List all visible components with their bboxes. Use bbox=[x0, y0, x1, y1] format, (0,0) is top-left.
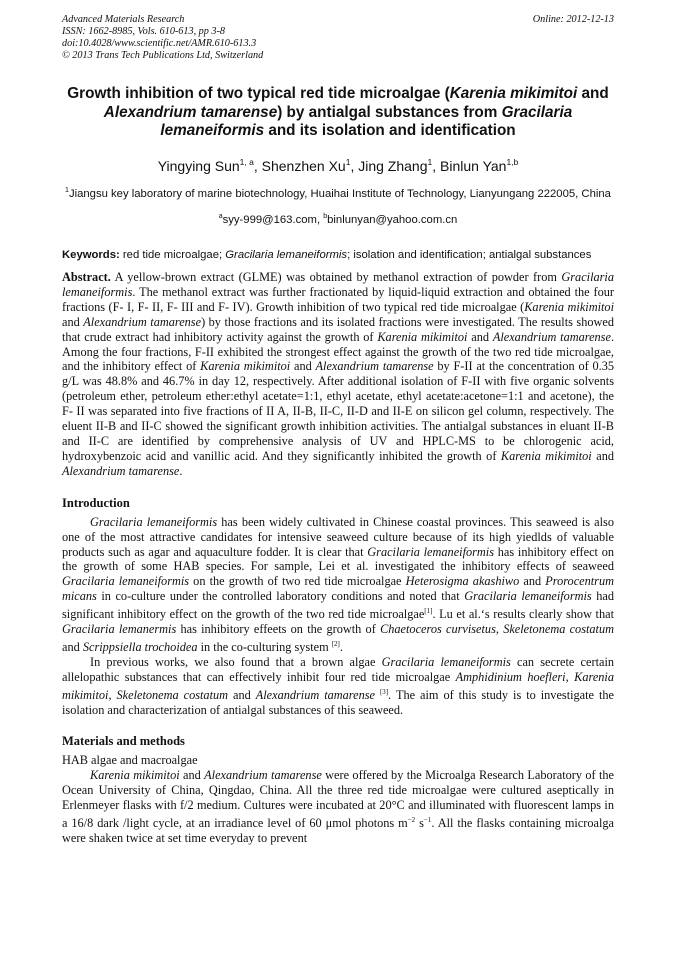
affiliation-text: Jiangsu key laboratory of marine biotechnology, Huaihai Institute of Technology, Lianyungang 222005, China bbox=[68, 187, 611, 200]
abstract-species: Karenia mikimitoi bbox=[200, 359, 291, 374]
affiliation bbox=[62, 184, 614, 201]
author-name: Binlun Yan bbox=[440, 157, 507, 174]
title-species: Alexandrium tamarense bbox=[103, 103, 278, 121]
paragraph-text: and bbox=[228, 687, 256, 702]
introduction-paragraph-1 bbox=[62, 515, 614, 655]
species-name: Gracilaria lemaneiformis bbox=[90, 514, 218, 529]
methods-paragraph-1 bbox=[62, 768, 614, 846]
paper-title bbox=[62, 85, 614, 141]
paragraph-text: had significant inhibitory effect on the growth of the two red tide microalgae bbox=[62, 589, 614, 622]
abstract-species: Karenia mikimitoi bbox=[524, 299, 614, 314]
citation-ref[interactable]: [1] bbox=[424, 607, 433, 616]
species-name: Chaetoceros curvisetus bbox=[380, 622, 496, 637]
abstract-label: Abstract. bbox=[62, 270, 111, 284]
title-text: and bbox=[577, 85, 609, 102]
abstract-species: Karenia mikimitoi bbox=[377, 329, 468, 344]
author-affiliation-mark: 1, a bbox=[239, 156, 254, 167]
paragraph-text: has inhibitory effect on the growth of some HAB species. For sample, Lei et al. investigated the inhibitory effects of seaweed bbox=[62, 544, 615, 574]
abstract-species: Alexandrium tamarense bbox=[492, 329, 611, 344]
species-name: Alexandrium tamarense bbox=[204, 768, 322, 783]
author-affiliation-mark: 1 bbox=[345, 156, 351, 167]
title-text: Growth inhibition of two typical red tide microalgae ( bbox=[67, 85, 450, 102]
email-a[interactable]: syy-999@163.com, bbox=[222, 213, 324, 226]
abstract-species: Karenia mikimitoi bbox=[500, 448, 592, 463]
abstract bbox=[62, 270, 614, 479]
species-name: Amphidinium hoefleri bbox=[455, 669, 566, 684]
author-name: Shenzhen Xu bbox=[261, 157, 346, 174]
species-name: Gracilaria lemaneiformis bbox=[381, 654, 511, 669]
paragraph-text: on the growth of two red tide microalgae bbox=[189, 574, 406, 589]
paragraph-text: were offered by the Microalga Research Laboratory of the Ocean University of China, Qingdao, China. All the three red tide microalgae were cultured aseptically in Erlenmeyer flasks with f/2 medium. Cultures were incubated at 20°C and illuminated with fluorescent lamps in a 16/8 dark /light cycle, at an irradiance level of 60 μmol photons m bbox=[62, 768, 615, 831]
author-list: Yingying Sun$^{1, a}$, Shenzhen Xu$^1$, Jing Zhang$^1$, Binlun Yan$^{1,b}$ bbox=[157, 156, 519, 174]
species-name: Skeletonema costatum bbox=[503, 622, 614, 637]
abstract-text: by F-II at the concentration of 0.35 g/L was 48.8% and 46.7% in day 12, respectively. After additional isolation of F-II with five organic solvents (petroleum ether, petroleum ether:ethyl acetate=1:1, ethyl acetate, ethyl acetate:acetone=1:1 and acetone), the F- II was separated into five fractions of II A, II-B, II-C, II-D and II-E on silicon gel column, respectively. The eluent II-B and II-C showed the significant growth inhibition activities. The antialgal substances in eluant II-B and II-C are identified by comprehensive analysis of UV and HPLC-MS to be chlorogenic acid, hydroxybenzoic acid and vanillic acid. And they significantly inhibited the growth of bbox=[62, 359, 615, 463]
paragraph-text: and bbox=[62, 639, 83, 654]
paragraph-text: . bbox=[339, 639, 343, 654]
paragraph-text: has inhibitory effeets on the growth of bbox=[176, 622, 381, 637]
doi-line: doi:10.4028/www.scientific.net/AMR.610-613.3 bbox=[62, 38, 257, 49]
abstract-species: Alexandrium tamarense bbox=[83, 314, 202, 329]
paper-page bbox=[62, 14, 614, 846]
keywords-label: Keywords: bbox=[62, 248, 120, 261]
methods-subheading: HAB algae and macroalgae bbox=[62, 753, 198, 768]
abstract-text: and bbox=[591, 448, 614, 463]
abstract-text: ) by those fractions and its isolated fractions were investigated. The results showed that crude extract had inhibitory activity against the growth of bbox=[62, 314, 614, 344]
species-name: Skeletonema costatum bbox=[116, 687, 229, 702]
author-affiliation-mark: 1 bbox=[427, 156, 433, 167]
paragraph-text: , bbox=[108, 687, 117, 702]
abstract-text: . Among the four fractions, F-II exhibited the strongest effect against the growth of the two red tide microalgae, and the inhibitory effect of bbox=[62, 329, 615, 374]
species-name: Karenia mikimitoi bbox=[90, 768, 180, 783]
author-affiliation-mark: 1,b bbox=[506, 156, 519, 167]
exponent: −2 bbox=[407, 816, 416, 825]
species-name: Gracilaria lemaneiformis bbox=[62, 574, 190, 589]
author-name: Jing Zhang bbox=[358, 157, 428, 174]
copyright-line: © 2013 Trans Tech Publications Ltd, Switzerland bbox=[62, 50, 264, 61]
email-mark: b bbox=[323, 212, 328, 220]
paragraph-text: , bbox=[565, 669, 575, 684]
methods-heading: Materials and methods bbox=[62, 734, 185, 749]
introduction-heading: Introduction bbox=[62, 495, 130, 510]
online-date: Online: 2012-12-13 bbox=[532, 14, 614, 25]
title-text: and its isolation and identification bbox=[264, 122, 516, 139]
paragraph-text: and bbox=[179, 768, 205, 783]
abstract-species: Alexandrium tamarense bbox=[62, 463, 180, 478]
abstract-species: Gracilaria lemaneiformis bbox=[62, 270, 614, 299]
paragraph-text: in the co-culturing system bbox=[197, 639, 332, 654]
paragraph-text: . The aim of this study is to investigate the isolation and characterization of antialgal substances of this seaweed. bbox=[62, 687, 614, 717]
affiliation-mark: 1 bbox=[65, 186, 69, 194]
paragraph-text: in co-culture under the controlled laboratory conditions and noted that bbox=[96, 589, 465, 604]
abstract-text: and bbox=[62, 314, 84, 329]
abstract-text: . The methanol extract was further fractionated by liquid-liquid extraction and obtained the four fractions (F- I, F- II, F- III and F- IV). Growth inhibition of two typical red tide microalgae ( bbox=[62, 284, 614, 314]
journal-name: Advanced Materials Research bbox=[62, 14, 185, 25]
species-name: Gracilaria lemaneiformis bbox=[464, 589, 592, 604]
paragraph-text: . Lu et al.‘s results clearly show that bbox=[432, 607, 614, 622]
citation-ref[interactable]: [3] bbox=[379, 687, 389, 696]
paragraph-text: s bbox=[415, 816, 424, 831]
keywords bbox=[62, 249, 614, 263]
author-name: Yingying Sun bbox=[157, 157, 240, 174]
abstract-text: . bbox=[179, 463, 183, 478]
journal-header bbox=[62, 14, 614, 62]
keywords-species: Gracilaria lemaneiformis bbox=[225, 248, 348, 261]
paragraph-text: . All the flasks containing microalga were shaken twice at set time everyday to prevent bbox=[62, 816, 614, 846]
abstract-text: and bbox=[290, 359, 316, 374]
paragraph-text: , bbox=[495, 622, 504, 637]
species-name: Karenia mikimitoi bbox=[62, 669, 614, 702]
abstract-species: Alexandrium tamarense bbox=[315, 359, 434, 374]
email-b[interactable]: binlunyan@yahoo.com.cn bbox=[327, 213, 458, 226]
species-name: Alexandrium tamarense bbox=[255, 687, 375, 702]
abstract-text: and bbox=[467, 329, 493, 344]
species-name: Heterosigma akashiwo bbox=[405, 574, 520, 589]
title-species: Gracilaria lemaneiformis bbox=[160, 103, 573, 139]
abstract-text: A yellow-brown extract (GLME) was obtained by methanol extraction of powder from bbox=[110, 270, 562, 284]
email-mark: a bbox=[218, 212, 223, 220]
introduction-paragraph-2 bbox=[62, 655, 614, 718]
paragraph-text: In previous works, we also found that a brown algae bbox=[90, 654, 382, 669]
citation-ref[interactable]: [2] bbox=[331, 639, 340, 648]
species-name: Prorocentrum micans bbox=[62, 574, 614, 604]
paragraph-text: can secrete certain allelopathic substances that can effectively inhibit four red tide microalgae bbox=[62, 654, 615, 684]
title-species: Karenia mikimitoi bbox=[449, 85, 578, 102]
species-name: Gracilaria lemaneiformis bbox=[367, 544, 495, 559]
paragraph-text: has been widely cultivated in Chinese coastal provinces. This seaweed is also one of the most attractive candidates for intensive seaweed culture because of its high yiedlds of valuable products such as agar and aquaculture fodder. It is clear that bbox=[62, 514, 614, 559]
paragraph-text: and bbox=[519, 574, 546, 589]
exponent: −1 bbox=[423, 816, 432, 825]
keywords-text: ; isolation and identification; antialgal substances bbox=[347, 248, 592, 261]
email-line bbox=[62, 210, 614, 227]
issn-line: ISSN: 1662-8985, Vols. 610-613, pp 3-8 bbox=[62, 26, 225, 37]
keywords-text: red tide microalgae; bbox=[119, 248, 226, 261]
species-name: Scrippsiella trochoidea bbox=[82, 639, 198, 654]
species-name: Gracilaria lemanermis bbox=[62, 622, 177, 637]
title-text: ) by antialgal substances from bbox=[277, 103, 502, 121]
